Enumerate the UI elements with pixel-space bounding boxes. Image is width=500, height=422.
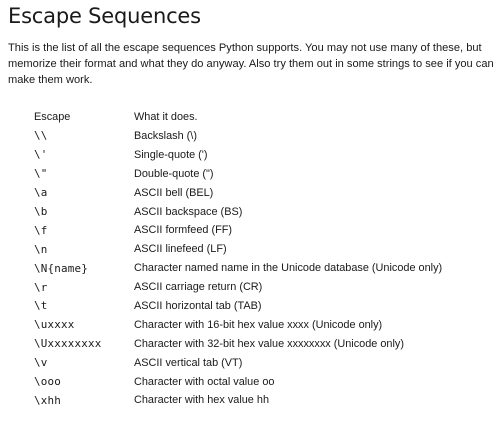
escape-code: \ooo <box>34 375 62 389</box>
escape-code: \Uxxxxxxxx <box>34 337 102 351</box>
escape-code: \t <box>34 299 48 313</box>
escape-description: Backslash (\) <box>134 129 197 142</box>
escape-sequence-table <box>34 108 442 410</box>
table-row <box>34 183 442 202</box>
table-row <box>34 391 442 410</box>
escape-description: ASCII bell (BEL) <box>134 186 214 199</box>
table-row <box>34 202 442 221</box>
escape-description: Character named name in the Unicode database (Unicode only) <box>134 262 443 275</box>
escape-description: Character with 32-bit hex value xxxxxxxx (Unicode only) <box>134 337 404 350</box>
table-row <box>34 315 442 334</box>
escape-code: \" <box>34 167 48 181</box>
escape-code: \v <box>34 356 48 370</box>
page-title: Escape Sequences <box>8 4 201 28</box>
escape-column-header: Escape <box>34 111 71 124</box>
intro-paragraph: This is the list of all the escape sequences Python supports. You may not use many of these, but memorize their format and what they do anyway. Also try them out in some strings to see if you can make them work. <box>8 42 494 86</box>
escape-description: Character with hex value hh <box>134 394 269 407</box>
table-row <box>34 353 442 372</box>
table-row <box>34 145 442 164</box>
table-row <box>34 334 442 353</box>
table-row <box>34 221 442 240</box>
table-row <box>34 278 442 297</box>
table-row <box>34 297 442 316</box>
table-row <box>34 164 442 183</box>
table-row <box>34 372 442 391</box>
escape-description: Character with octal value oo <box>134 375 275 388</box>
escape-description: Single-quote (') <box>134 148 208 161</box>
escape-description: ASCII carriage return (CR) <box>134 281 263 294</box>
escape-code: \N{name} <box>34 261 89 275</box>
escape-description: ASCII horizontal tab (TAB) <box>134 299 262 312</box>
escape-code: \f <box>34 223 48 237</box>
escape-code: \xhh <box>34 393 62 407</box>
escape-description: ASCII backspace (BS) <box>134 205 243 218</box>
escape-code: \\ <box>34 129 48 143</box>
escape-description: ASCII vertical tab (VT) <box>134 356 243 369</box>
table-row <box>34 259 442 278</box>
escape-description: ASCII formfeed (FF) <box>134 224 233 237</box>
escape-code: \n <box>34 242 48 256</box>
escape-code: \' <box>34 148 48 162</box>
escape-description: Character with 16-bit hex value xxxx (Unicode only) <box>134 318 383 331</box>
escape-code: \a <box>34 186 48 200</box>
description-column-header: What it does. <box>134 111 198 124</box>
escape-description: Double-quote (") <box>134 167 214 180</box>
escape-code: \b <box>34 205 48 218</box>
escape-code: \uxxxx <box>34 318 75 332</box>
table-row <box>34 127 442 146</box>
escape-code: \r <box>34 280 48 294</box>
table-row <box>34 240 442 259</box>
table-header-row <box>34 108 442 127</box>
escape-description: ASCII linefeed (LF) <box>134 243 227 256</box>
